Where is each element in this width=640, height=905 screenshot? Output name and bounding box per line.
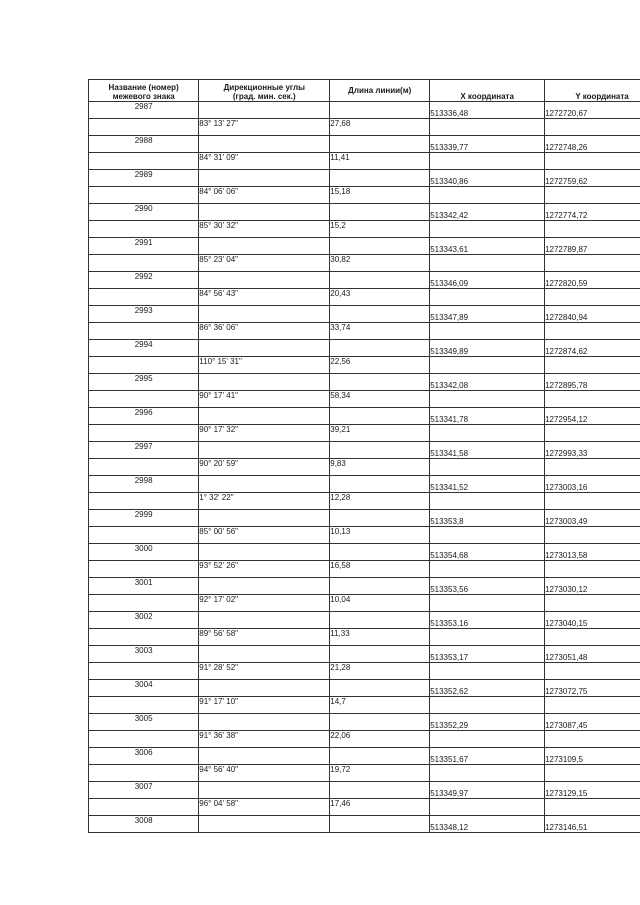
length-cell: 9,83 xyxy=(330,459,430,476)
length-cell: 16,58 xyxy=(330,561,430,578)
angle-cell: 110° 15' 31" xyxy=(199,357,330,374)
empty-cell xyxy=(430,323,545,340)
table-header-row xyxy=(89,80,640,102)
y-coordinate-cell: 1272954,12 xyxy=(545,408,640,425)
empty-cell xyxy=(199,374,330,391)
header-x: X координата xyxy=(430,80,545,102)
x-coordinate-cell: 513347,89 xyxy=(430,306,545,323)
empty-cell xyxy=(330,408,430,425)
table-row xyxy=(89,799,640,816)
x-coordinate-cell: 513353,17 xyxy=(430,646,545,663)
empty-cell xyxy=(430,697,545,714)
table-row xyxy=(89,187,640,204)
length-cell: 20,43 xyxy=(330,289,430,306)
length-cell: 15,18 xyxy=(330,187,430,204)
empty-cell xyxy=(330,782,430,799)
table-row xyxy=(89,748,640,765)
y-coordinate-cell: 1272993,33 xyxy=(545,442,640,459)
y-coordinate-cell: 1272820,59 xyxy=(545,272,640,289)
empty-cell xyxy=(545,731,640,748)
x-coordinate-cell: 513353,16 xyxy=(430,612,545,629)
empty-cell xyxy=(545,629,640,646)
x-coordinate-cell: 513352,62 xyxy=(430,680,545,697)
empty-cell xyxy=(199,102,330,119)
empty-cell xyxy=(199,816,330,833)
empty-cell xyxy=(545,391,640,408)
table-body xyxy=(89,102,640,833)
y-coordinate-cell: 1272789,87 xyxy=(545,238,640,255)
angle-cell: 94° 56' 40" xyxy=(199,765,330,782)
empty-cell xyxy=(199,340,330,357)
empty-cell xyxy=(199,748,330,765)
x-coordinate-cell: 513341,58 xyxy=(430,442,545,459)
header-name-line2: межевого знака xyxy=(112,92,175,101)
x-coordinate-cell: 513343,61 xyxy=(430,238,545,255)
empty-cell xyxy=(330,306,430,323)
y-coordinate-cell: 1272840,94 xyxy=(545,306,640,323)
empty-cell xyxy=(199,510,330,527)
table-row xyxy=(89,629,640,646)
x-coordinate-cell: 513348,12 xyxy=(430,816,545,833)
empty-cell xyxy=(330,714,430,731)
y-coordinate-cell: 1272748,26 xyxy=(545,136,640,153)
angle-cell: 92° 17' 02" xyxy=(199,595,330,612)
empty-cell xyxy=(430,493,545,510)
empty-cell xyxy=(330,680,430,697)
boundary-coordinates-table xyxy=(88,79,640,833)
empty-cell xyxy=(545,561,640,578)
length-cell: 21,28 xyxy=(330,663,430,680)
angle-cell: 90° 20' 59" xyxy=(199,459,330,476)
table-row xyxy=(89,731,640,748)
empty-cell xyxy=(430,289,545,306)
empty-cell xyxy=(545,595,640,612)
header-angle-line1: Дирекционные углы xyxy=(223,83,305,92)
empty-cell xyxy=(430,119,545,136)
x-coordinate-cell: 513349,97 xyxy=(430,782,545,799)
y-coordinate-cell: 1273051,48 xyxy=(545,646,640,663)
table-row xyxy=(89,765,640,782)
angle-cell: 84° 06' 06" xyxy=(199,187,330,204)
empty-cell xyxy=(89,255,199,272)
y-coordinate-cell: 1273146,51 xyxy=(545,816,640,833)
angle-cell: 85° 23' 04" xyxy=(199,255,330,272)
angle-cell: 91° 36' 38" xyxy=(199,731,330,748)
empty-cell xyxy=(545,187,640,204)
y-coordinate-cell: 1273013,58 xyxy=(545,544,640,561)
point-name-cell: 2995 xyxy=(89,374,199,391)
table-row xyxy=(89,289,640,306)
empty-cell xyxy=(430,153,545,170)
point-name-cell: 2993 xyxy=(89,306,199,323)
length-cell: 14,7 xyxy=(330,697,430,714)
point-name-cell: 2992 xyxy=(89,272,199,289)
empty-cell xyxy=(545,357,640,374)
length-cell: 39,21 xyxy=(330,425,430,442)
empty-cell xyxy=(89,425,199,442)
length-cell: 10,04 xyxy=(330,595,430,612)
header-angle-line2: (град. мин. сек.) xyxy=(232,92,296,101)
header-name xyxy=(89,80,199,102)
table-row xyxy=(89,680,640,697)
table-row xyxy=(89,374,640,391)
empty-cell xyxy=(89,663,199,680)
angle-cell: 90° 17' 41" xyxy=(199,391,330,408)
table-row xyxy=(89,510,640,527)
angle-cell: 85° 30' 32" xyxy=(199,221,330,238)
x-coordinate-cell: 513341,52 xyxy=(430,476,545,493)
y-coordinate-cell: 1273129,15 xyxy=(545,782,640,799)
empty-cell xyxy=(545,119,640,136)
length-cell: 17,46 xyxy=(330,799,430,816)
empty-cell xyxy=(545,697,640,714)
empty-cell xyxy=(89,357,199,374)
y-coordinate-cell: 1273003,16 xyxy=(545,476,640,493)
empty-cell xyxy=(89,323,199,340)
point-name-cell: 3005 xyxy=(89,714,199,731)
x-coordinate-cell: 513346,09 xyxy=(430,272,545,289)
y-coordinate-cell: 1273003,49 xyxy=(545,510,640,527)
header-y: Y координата xyxy=(545,80,640,102)
empty-cell xyxy=(330,612,430,629)
empty-cell xyxy=(330,238,430,255)
empty-cell xyxy=(545,663,640,680)
x-coordinate-cell: 513339,77 xyxy=(430,136,545,153)
empty-cell xyxy=(89,799,199,816)
angle-cell: 91° 17' 10" xyxy=(199,697,330,714)
empty-cell xyxy=(430,221,545,238)
empty-cell xyxy=(89,493,199,510)
table-row xyxy=(89,527,640,544)
table-row xyxy=(89,646,640,663)
length-cell: 11,41 xyxy=(330,153,430,170)
length-cell: 11,33 xyxy=(330,629,430,646)
point-name-cell: 2997 xyxy=(89,442,199,459)
x-coordinate-cell: 513353,8 xyxy=(430,510,545,527)
empty-cell xyxy=(199,646,330,663)
table-row xyxy=(89,391,640,408)
empty-cell xyxy=(330,340,430,357)
empty-cell xyxy=(330,442,430,459)
empty-cell xyxy=(330,578,430,595)
empty-cell xyxy=(199,204,330,221)
empty-cell xyxy=(430,765,545,782)
empty-cell xyxy=(199,782,330,799)
length-cell: 22,06 xyxy=(330,731,430,748)
empty-cell xyxy=(199,578,330,595)
empty-cell xyxy=(430,799,545,816)
length-cell: 30,82 xyxy=(330,255,430,272)
empty-cell xyxy=(430,663,545,680)
empty-cell xyxy=(545,799,640,816)
point-name-cell: 3003 xyxy=(89,646,199,663)
length-cell: 27,68 xyxy=(330,119,430,136)
point-name-cell: 2999 xyxy=(89,510,199,527)
angle-cell: 91° 28' 52" xyxy=(199,663,330,680)
empty-cell xyxy=(199,476,330,493)
empty-cell xyxy=(89,765,199,782)
x-coordinate-cell: 513341,78 xyxy=(430,408,545,425)
empty-cell xyxy=(89,561,199,578)
empty-cell xyxy=(330,204,430,221)
length-cell: 12,28 xyxy=(330,493,430,510)
point-name-cell: 3001 xyxy=(89,578,199,595)
empty-cell xyxy=(330,748,430,765)
empty-cell xyxy=(89,119,199,136)
empty-cell xyxy=(430,595,545,612)
empty-cell xyxy=(545,153,640,170)
empty-cell xyxy=(89,221,199,238)
y-coordinate-cell: 1272774,72 xyxy=(545,204,640,221)
point-name-cell: 2989 xyxy=(89,170,199,187)
empty-cell xyxy=(199,170,330,187)
table-row xyxy=(89,340,640,357)
angle-cell: 84° 56' 43" xyxy=(199,289,330,306)
empty-cell xyxy=(430,459,545,476)
empty-cell xyxy=(89,289,199,306)
point-name-cell: 2988 xyxy=(89,136,199,153)
empty-cell xyxy=(545,323,640,340)
y-coordinate-cell: 1273040,15 xyxy=(545,612,640,629)
header-name-line1: Название (номер) xyxy=(108,83,179,92)
table-row xyxy=(89,663,640,680)
point-name-cell: 3004 xyxy=(89,680,199,697)
point-name-cell: 2994 xyxy=(89,340,199,357)
empty-cell xyxy=(430,731,545,748)
empty-cell xyxy=(199,714,330,731)
y-coordinate-cell: 1272874,62 xyxy=(545,340,640,357)
table-row xyxy=(89,425,640,442)
x-coordinate-cell: 513342,08 xyxy=(430,374,545,391)
y-coordinate-cell: 1272759,62 xyxy=(545,170,640,187)
table-row xyxy=(89,442,640,459)
empty-cell xyxy=(199,238,330,255)
table-row xyxy=(89,357,640,374)
header-angle xyxy=(199,80,330,102)
empty-cell xyxy=(89,527,199,544)
empty-cell xyxy=(430,357,545,374)
empty-cell xyxy=(89,629,199,646)
empty-cell xyxy=(330,374,430,391)
empty-cell xyxy=(330,136,430,153)
y-coordinate-cell: 1273109,5 xyxy=(545,748,640,765)
empty-cell xyxy=(330,102,430,119)
table-row xyxy=(89,204,640,221)
point-name-cell: 2991 xyxy=(89,238,199,255)
x-coordinate-cell: 513336,48 xyxy=(430,102,545,119)
point-name-cell: 3006 xyxy=(89,748,199,765)
table-row xyxy=(89,221,640,238)
empty-cell xyxy=(430,629,545,646)
table-row xyxy=(89,136,640,153)
table-row xyxy=(89,493,640,510)
empty-cell xyxy=(545,221,640,238)
table-row xyxy=(89,323,640,340)
length-cell: 10,13 xyxy=(330,527,430,544)
angle-cell: 93° 52' 26" xyxy=(199,561,330,578)
table-row xyxy=(89,272,640,289)
table-row xyxy=(89,459,640,476)
table-row xyxy=(89,595,640,612)
empty-cell xyxy=(89,697,199,714)
x-coordinate-cell: 513353,56 xyxy=(430,578,545,595)
length-cell: 22,56 xyxy=(330,357,430,374)
table-row xyxy=(89,119,640,136)
empty-cell xyxy=(199,136,330,153)
empty-cell xyxy=(199,408,330,425)
table-row xyxy=(89,255,640,272)
table-row xyxy=(89,782,640,799)
table-row xyxy=(89,476,640,493)
angle-cell: 96° 04' 58" xyxy=(199,799,330,816)
x-coordinate-cell: 513351,67 xyxy=(430,748,545,765)
point-name-cell: 2998 xyxy=(89,476,199,493)
x-coordinate-cell: 513342,42 xyxy=(430,204,545,221)
table-row xyxy=(89,408,640,425)
table-row xyxy=(89,561,640,578)
point-name-cell: 3008 xyxy=(89,816,199,833)
empty-cell xyxy=(199,306,330,323)
empty-cell xyxy=(89,187,199,204)
empty-cell xyxy=(330,510,430,527)
empty-cell xyxy=(89,459,199,476)
x-coordinate-cell: 513349,89 xyxy=(430,340,545,357)
y-coordinate-cell: 1273087,45 xyxy=(545,714,640,731)
empty-cell xyxy=(430,391,545,408)
empty-cell xyxy=(430,425,545,442)
length-cell: 33,74 xyxy=(330,323,430,340)
empty-cell xyxy=(430,561,545,578)
empty-cell xyxy=(430,187,545,204)
empty-cell xyxy=(89,391,199,408)
angle-cell: 90° 17' 32" xyxy=(199,425,330,442)
table-row xyxy=(89,697,640,714)
x-coordinate-cell: 513340,86 xyxy=(430,170,545,187)
table-row xyxy=(89,238,640,255)
point-name-cell: 3002 xyxy=(89,612,199,629)
point-name-cell: 2996 xyxy=(89,408,199,425)
point-name-cell: 2990 xyxy=(89,204,199,221)
empty-cell xyxy=(545,255,640,272)
empty-cell xyxy=(330,544,430,561)
angle-cell: 83° 13' 27" xyxy=(199,119,330,136)
empty-cell xyxy=(89,153,199,170)
empty-cell xyxy=(430,527,545,544)
x-coordinate-cell: 513352,29 xyxy=(430,714,545,731)
y-coordinate-cell: 1273030,12 xyxy=(545,578,640,595)
empty-cell xyxy=(545,425,640,442)
table-row xyxy=(89,714,640,731)
point-name-cell: 3000 xyxy=(89,544,199,561)
angle-cell: 85° 00' 56" xyxy=(199,527,330,544)
empty-cell xyxy=(199,680,330,697)
empty-cell xyxy=(330,272,430,289)
y-coordinate-cell: 1272895,78 xyxy=(545,374,640,391)
table-row xyxy=(89,170,640,187)
angle-cell: 86° 36' 06" xyxy=(199,323,330,340)
angle-cell: 89° 56' 58" xyxy=(199,629,330,646)
table-row xyxy=(89,102,640,119)
angle-cell: 84° 31' 09" xyxy=(199,153,330,170)
empty-cell xyxy=(330,646,430,663)
header-length: Длина линии(м) xyxy=(330,80,430,102)
empty-cell xyxy=(199,612,330,629)
empty-cell xyxy=(89,595,199,612)
empty-cell xyxy=(89,731,199,748)
empty-cell xyxy=(545,289,640,306)
empty-cell xyxy=(545,527,640,544)
table-row xyxy=(89,544,640,561)
empty-cell xyxy=(330,476,430,493)
x-coordinate-cell: 513354,68 xyxy=(430,544,545,561)
length-cell: 19,72 xyxy=(330,765,430,782)
length-cell: 15,2 xyxy=(330,221,430,238)
table-row xyxy=(89,578,640,595)
empty-cell xyxy=(545,459,640,476)
empty-cell xyxy=(199,442,330,459)
length-cell: 58,34 xyxy=(330,391,430,408)
y-coordinate-cell: 1272720,67 xyxy=(545,102,640,119)
point-name-cell: 3007 xyxy=(89,782,199,799)
empty-cell xyxy=(199,272,330,289)
y-coordinate-cell: 1273072,75 xyxy=(545,680,640,697)
empty-cell xyxy=(430,255,545,272)
point-name-cell: 2987 xyxy=(89,102,199,119)
empty-cell xyxy=(545,765,640,782)
table-row xyxy=(89,306,640,323)
angle-cell: 1° 32' 22" xyxy=(199,493,330,510)
empty-cell xyxy=(330,170,430,187)
empty-cell xyxy=(545,493,640,510)
table-row xyxy=(89,612,640,629)
table-row xyxy=(89,816,640,833)
table-row xyxy=(89,153,640,170)
empty-cell xyxy=(330,816,430,833)
empty-cell xyxy=(199,544,330,561)
